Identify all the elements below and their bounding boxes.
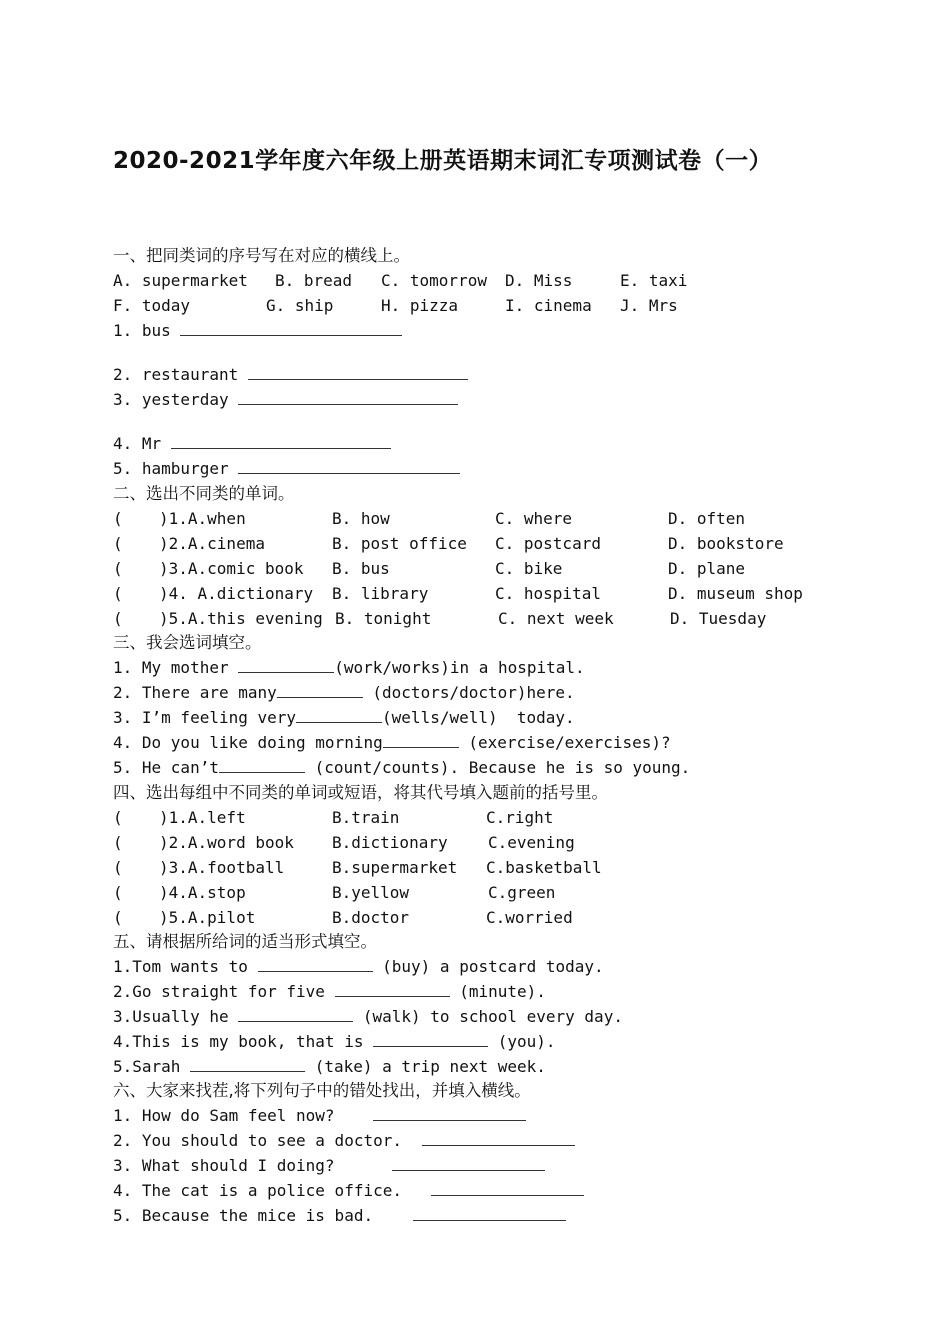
paren[interactable]: (	[113, 534, 123, 553]
paren[interactable]: (	[113, 858, 123, 877]
choice-a: )2.A.cinema	[159, 534, 265, 553]
paren[interactable]: (	[113, 908, 123, 927]
answer-blank[interactable]	[431, 1178, 584, 1196]
choice-c: C.green	[488, 883, 556, 902]
option: A. supermarket	[113, 271, 248, 290]
answer-blank[interactable]	[392, 1153, 545, 1171]
s3-item: 5. He can’t (count/counts). Because he is so young.	[113, 755, 690, 780]
choice-b: B. bus	[332, 559, 390, 578]
option: E. taxi	[620, 271, 688, 290]
s3-item: 1. My mother (work/works)in a hospital.	[113, 655, 585, 680]
answer-blank[interactable]	[219, 755, 305, 773]
paren[interactable]: (	[113, 808, 123, 827]
s5-item: 4.This is my book, that is (you).	[113, 1029, 556, 1054]
answer-blank[interactable]	[258, 954, 373, 972]
option: D. Miss	[505, 271, 573, 290]
s5-item: 2.Go straight for five (minute).	[113, 979, 546, 1004]
answer-blank[interactable]	[171, 431, 391, 449]
answer-blank[interactable]	[190, 1054, 305, 1072]
paren[interactable]: (	[113, 559, 123, 578]
option: I. cinema	[505, 296, 592, 315]
choice-b: B. tonight	[335, 609, 432, 628]
option: H. pizza	[381, 296, 459, 315]
s3-item: 2. There are many (doctors/doctor)here.	[113, 680, 575, 705]
answer-blank[interactable]	[373, 1029, 488, 1047]
s1-item: 3. yesterday	[113, 387, 458, 412]
choice-b: B. how	[332, 509, 390, 528]
section-4-heading: 四、选出每组中不同类的单词或短语，将其代号填入题前的括号里。	[113, 783, 608, 802]
s2-row	[113, 606, 767, 631]
option: B. bread	[275, 271, 353, 290]
choice-c: C.right	[486, 808, 554, 827]
choice-c: C.worried	[486, 908, 573, 927]
choice-b: B.train	[332, 808, 400, 827]
answer-blank[interactable]	[248, 362, 468, 380]
choice-b: B.supermarket	[332, 858, 458, 877]
choice-c: C. next week	[498, 609, 614, 628]
paren[interactable]: (	[113, 833, 123, 852]
option: G. ship	[266, 296, 334, 315]
choice-a: )3.A.football	[159, 858, 285, 877]
option: J. Mrs	[620, 296, 678, 315]
choice-a: )5.A.this evening	[159, 609, 323, 628]
answer-blank[interactable]	[238, 456, 460, 474]
s5-item: 5.Sarah (take) a trip next week.	[113, 1054, 546, 1079]
s1-item: 2. restaurant	[113, 362, 468, 387]
s3-item: 4. Do you like doing morning (exercise/exercises)?	[113, 730, 671, 755]
answer-blank[interactable]	[373, 1103, 526, 1121]
choice-d: D. often	[668, 509, 746, 528]
choice-d: D. museum shop	[668, 584, 803, 603]
answer-blank[interactable]	[180, 318, 402, 336]
answer-blank[interactable]	[238, 387, 458, 405]
answer-blank[interactable]	[277, 680, 363, 698]
choice-c: C. bike	[495, 559, 563, 578]
s4-row	[113, 905, 573, 930]
choice-d: D. plane	[668, 559, 746, 578]
choice-a: )2.A.word book	[159, 833, 294, 852]
paren[interactable]: (	[113, 883, 123, 902]
choice-a: )1.A.left	[159, 808, 246, 827]
paren[interactable]: (	[113, 609, 123, 628]
choice-a: )5.A.pilot	[159, 908, 256, 927]
s5-item: 1.Tom wants to (buy) a postcard today.	[113, 954, 604, 979]
options-row-2	[113, 293, 678, 318]
choice-a: )4. A.dictionary	[159, 584, 314, 603]
section-6-heading: 六、大家来找茬,将下列句子中的错处找出，并填入横线。	[113, 1081, 531, 1100]
answer-blank[interactable]	[422, 1128, 575, 1146]
s1-item: 5. hamburger	[113, 456, 460, 481]
choice-a: )1.A.when	[159, 509, 246, 528]
s2-row	[113, 581, 803, 606]
s1-item: 1. bus	[113, 318, 402, 343]
choice-d: D. bookstore	[668, 534, 784, 553]
section-5-heading: 五、请根据所给词的适当形式填空。	[113, 932, 377, 951]
s6-item: 3. What should I doing?	[113, 1153, 545, 1178]
choice-c: C. where	[495, 509, 573, 528]
choice-c: C.basketball	[486, 858, 602, 877]
section-3-heading: 三、我会选词填空。	[113, 633, 262, 652]
s4-row	[113, 830, 575, 855]
choice-b: B.yellow	[332, 883, 410, 902]
s3-item: 3. I’m feeling very (wells/well) today.	[113, 705, 575, 730]
option: C. tomorrow	[381, 271, 487, 290]
choice-c: C. postcard	[495, 534, 601, 553]
choice-c: C.evening	[488, 833, 575, 852]
choice-a: )3.A.comic book	[159, 559, 304, 578]
choice-c: C. hospital	[495, 584, 601, 603]
paren[interactable]: (	[113, 509, 123, 528]
choice-d: D. Tuesday	[670, 609, 767, 628]
paren[interactable]: (	[113, 584, 123, 603]
answer-blank[interactable]	[238, 655, 334, 673]
answer-blank[interactable]	[383, 730, 459, 748]
choice-a: )4.A.stop	[159, 883, 246, 902]
choice-b: B. library	[332, 584, 429, 603]
s2-row	[113, 531, 784, 556]
s2-row	[113, 506, 746, 531]
section-1-heading: 一、把同类词的序号写在对应的横线上。	[113, 246, 410, 265]
s4-row	[113, 880, 556, 905]
options-row-1	[113, 268, 688, 293]
answer-blank[interactable]	[413, 1203, 566, 1221]
section-2-heading: 二、选出不同类的单词。	[113, 484, 295, 503]
s6-item: 4. The cat is a police office.	[113, 1178, 584, 1203]
page-title: 2020-2021学年度六年级上册英语期末词汇专项测试卷（一）	[113, 148, 773, 174]
s6-item: 2. You should to see a doctor.	[113, 1128, 575, 1153]
s2-row	[113, 556, 746, 581]
choice-b: B.dictionary	[332, 833, 448, 852]
answer-blank[interactable]	[335, 979, 450, 997]
answer-blank[interactable]	[296, 705, 382, 723]
s5-item: 3.Usually he (walk) to school every day.	[113, 1004, 623, 1029]
s1-item: 4. Mr	[113, 431, 391, 456]
option: F. today	[113, 296, 191, 315]
choice-b: B. post office	[332, 534, 467, 553]
s6-item: 5. Because the mice is bad.	[113, 1203, 566, 1228]
s4-row	[113, 805, 554, 830]
s4-row	[113, 855, 602, 880]
choice-b: B.doctor	[332, 908, 410, 927]
s6-item: 1. How do Sam feel now?	[113, 1103, 526, 1128]
answer-blank[interactable]	[238, 1004, 353, 1022]
